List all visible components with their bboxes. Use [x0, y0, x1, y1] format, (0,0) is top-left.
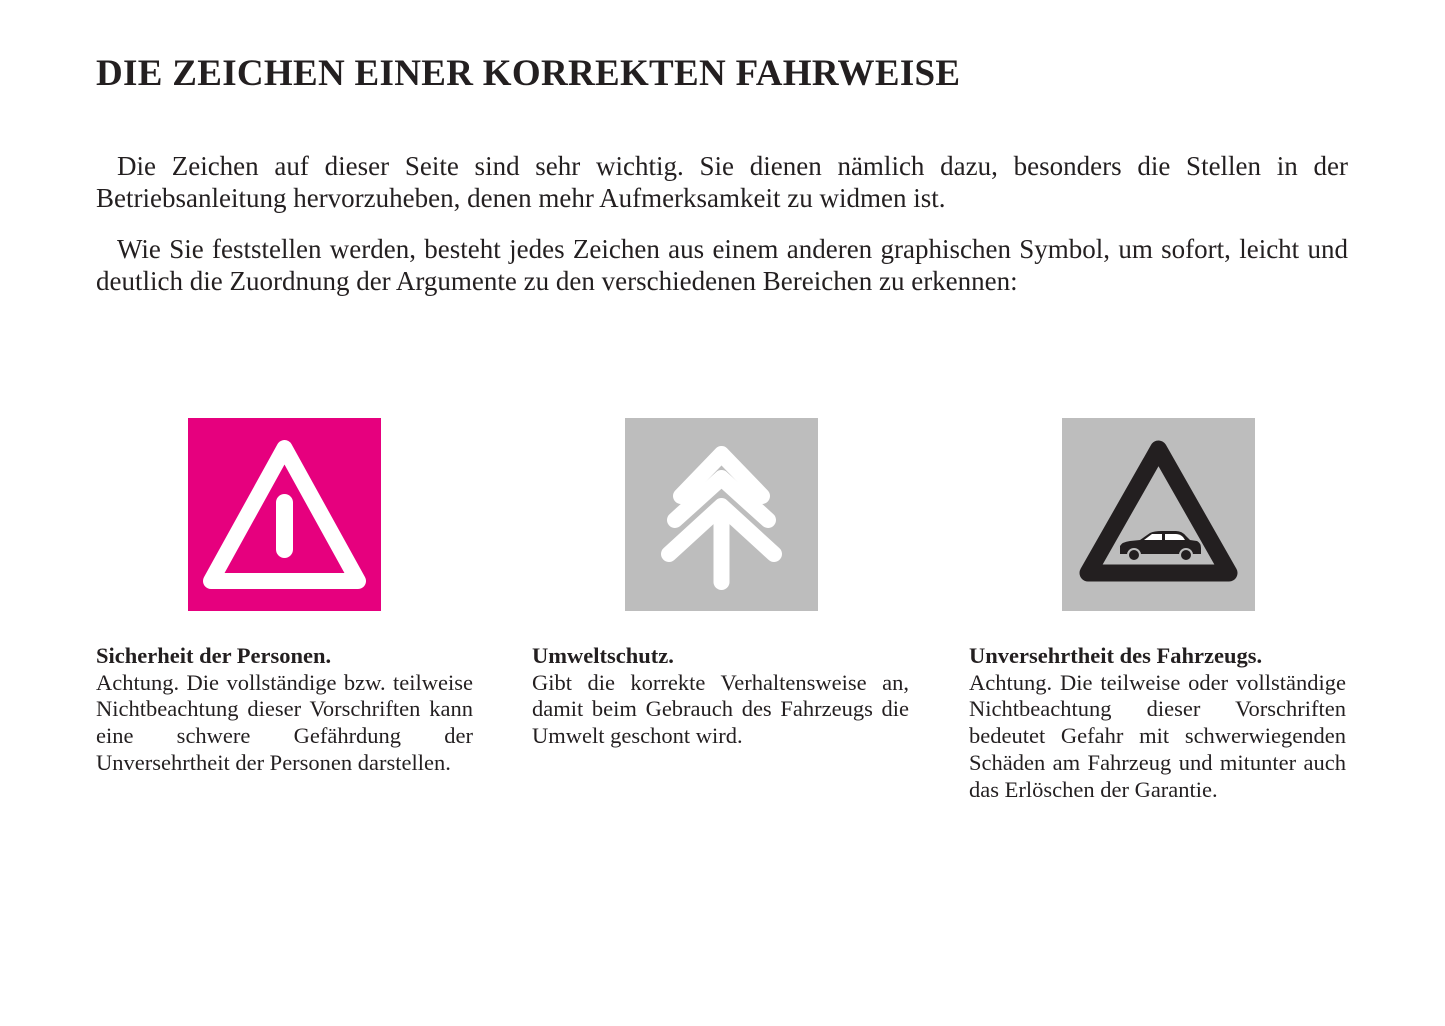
warning-triangle-car-icon — [1062, 418, 1255, 611]
caption-title: Unversehrtheit des Fahrzeugs. — [969, 643, 1263, 668]
warning-triangle-exclamation-icon — [188, 418, 381, 611]
page-title: DIE ZEICHEN EINER KORREKTEN FAHRWEISE — [96, 53, 961, 94]
vehicle-integrity-sign — [1062, 418, 1255, 611]
caption-title: Sicherheit der Personen. — [96, 643, 332, 668]
environment-caption — [532, 643, 909, 750]
personal-safety-sign — [188, 418, 381, 611]
intro-paragraph: Wie Sie feststellen werden, besteht jedes Zeichen aus einem anderen graphischen Symbol, um sofort, leicht und deutlich die Zuordnung der Argumente zu den verschiedenen Bereichen zu erkennen: — [96, 234, 1348, 296]
caption-title: Umweltschutz. — [532, 643, 674, 668]
caption-text: Achtung. Die vollständige bzw. teilweise Nichtbeachtung dieser Vorschriften kann eine schwere Gefährdung der Unversehrtheit der Personen darstellen. — [96, 669, 473, 775]
intro-text — [96, 150, 1348, 316]
vehicle-integrity-caption — [969, 643, 1346, 803]
personal-safety-caption — [96, 643, 473, 777]
intro-paragraph: Die Zeichen auf dieser Seite sind sehr wichtig. Sie dienen nämlich dazu, besonders die Stellen in der Betriebsanleitung hervorzuheben, denen mehr Aufmerksamkeit zu widmen ist. — [96, 151, 1348, 213]
environment-sign — [625, 418, 818, 611]
caption-text: Gibt die korrekte Verhaltensweise an, damit beim Gebrauch des Fahrzeugs die Umwelt geschont wird. — [532, 669, 909, 749]
tree-arrow-icon — [625, 418, 818, 611]
caption-text: Achtung. Die teilweise oder vollständige Nichtbeachtung dieser Vorschriften bedeutet Gefahr mit schwerwiegenden Schäden am Fahrzeug und mitunter auch das Erlöschen der Garantie. — [969, 669, 1346, 802]
